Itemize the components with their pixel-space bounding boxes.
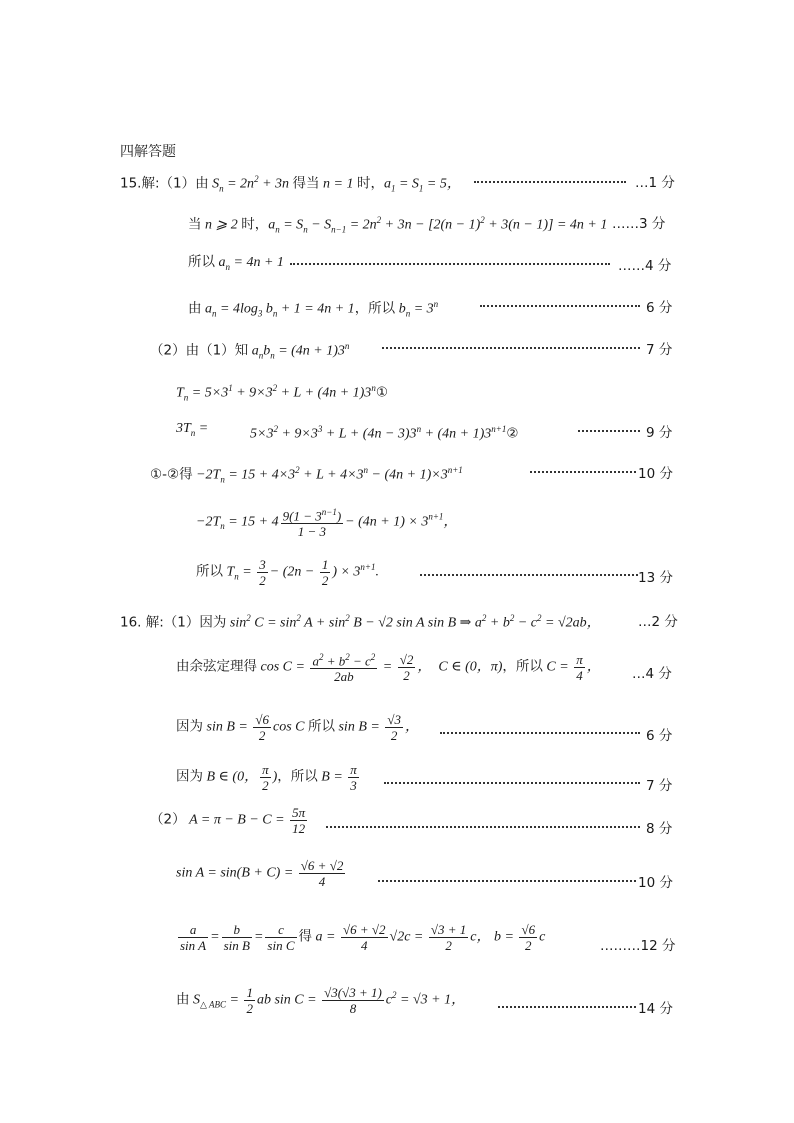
dots-q16-5 <box>326 826 640 828</box>
dots-line-3 <box>290 263 610 265</box>
frac-c-num: c <box>265 922 296 938</box>
dots-line-10 <box>420 574 638 576</box>
score-4: ……4 分 <box>618 258 672 274</box>
q15-line-5: （2）由（1）知 $a_nb_n = (4n + 1)3^n$ <box>150 341 350 361</box>
score-4b: …4 分 <box>632 666 672 682</box>
score-7b: 7 分 <box>646 778 673 794</box>
frac-half-num: 1 <box>246 985 253 1000</box>
q16-line-1: 16. 解:（1）因为 $\sin^2 C = \sin^2 A + \sin^2 B - √2$ sin A sin B ⇒ $a^2 + b^2 - c^2 = √2ab$， <box>120 613 601 631</box>
text-所以4: ，所以 <box>502 658 543 675</box>
score-1: …1 分 <box>635 175 675 191</box>
text-得: 得 <box>298 928 313 945</box>
frac-3-2 <box>257 557 268 588</box>
frac-pi-3-den: 3 <box>350 778 357 793</box>
text-part2b: （2） <box>150 811 186 828</box>
text-所以2: ，所以 <box>354 300 396 317</box>
frac-b-den: sin B <box>223 938 250 953</box>
score-6a: 6 分 <box>646 300 673 316</box>
text-所以: 所以 <box>188 254 215 270</box>
dots-line-7 <box>578 430 640 432</box>
q15-line-6: $T_n = 5\times 3^1 + 9\times 3^2 + L + (4n$ + $1)3^n①$ <box>176 383 388 403</box>
q15-line-1: 15.解:（1）由 $S_n = 2n^2 + 3n$ 得当 n = 1 时，$a_1 = S_1 = 5$， <box>120 174 461 194</box>
frac-b-sinB <box>222 922 252 953</box>
frac-b-val-den: 2 <box>525 938 532 953</box>
frac-half <box>244 985 255 1016</box>
dots-line-5 <box>382 347 640 349</box>
frac-1-2-den: 2 <box>321 573 329 588</box>
dots-q16-3 <box>440 732 640 734</box>
dots-q16-6 <box>378 880 636 882</box>
frac-sqrt6-2 <box>253 712 271 743</box>
score-9: 9 分 <box>646 425 673 441</box>
frac-a-val <box>341 922 388 953</box>
dots-q16-8 <box>498 1006 636 1008</box>
text-circle-diff: ①-②得 <box>150 466 193 483</box>
frac-sqrt3-num: √3 <box>387 712 401 727</box>
frac-c-den: sin C <box>267 938 295 953</box>
text-part2: （2）由（1）知 <box>150 342 249 359</box>
frac-b-val-num: √6 <box>521 922 536 937</box>
text-由2: 由 <box>176 991 190 1008</box>
text-所以3: 所以 <box>196 563 223 580</box>
frac-5pi-12-den: 12 <box>292 821 306 836</box>
frac-sqrt6-num: √6 <box>255 712 269 727</box>
frac-pi-2 <box>260 762 271 793</box>
frac-1-2 <box>320 557 331 588</box>
frac-sqrt2-den: 2 <box>403 667 410 683</box>
dots-q16-4 <box>384 782 640 784</box>
frac-cos-num: $a^2 + b^2 - c^2$ <box>312 652 376 669</box>
q15-line-7: $3T_n$ = <box>176 421 209 438</box>
frac-cos <box>310 650 377 684</box>
frac-a-val2-den: 2 <box>445 938 452 953</box>
text-因为: 因为 <box>176 718 203 735</box>
text-所以6: ，所以 <box>277 768 318 785</box>
dots-line-1 <box>474 181 626 183</box>
frac-sqrt3-den: 2 <box>390 728 398 743</box>
frac-a-den: sin A <box>180 938 207 953</box>
q16-line-6: sin A = sin(B + C) = $\frac{√6 + √2}{4}$ <box>176 858 344 889</box>
score-13: 13 分 <box>638 570 673 586</box>
q15-line-3: 所以 $a_n = 4n + 1$ <box>188 254 284 272</box>
frac-sinA-num: √6 + √2 <box>300 858 344 873</box>
frac-a-val2-num: √3 + 1 <box>430 922 467 937</box>
frac-geo-den: 1 − 3 <box>297 524 327 540</box>
q16-line-4: 因为 B ∈ (0， $\frac{\pi}{2}$ )，所以 B = $\frac{\pi}{3}$ <box>176 762 357 793</box>
text-得当: 得当 <box>292 175 320 192</box>
frac-1-2-num: 1 <box>321 557 329 572</box>
text-因为2: 因为 <box>176 768 203 785</box>
frac-5pi-12 <box>290 805 307 836</box>
circle-2: ② <box>506 425 519 442</box>
frac-sqrt3-2 <box>385 712 403 743</box>
frac-a-val-num: √6 + √2 <box>342 922 386 937</box>
frac-sinA <box>299 858 346 889</box>
frac-b-val <box>519 922 537 953</box>
score-8: 8 分 <box>646 821 673 837</box>
frac-b-num: b <box>222 922 252 938</box>
frac-pi-4-den: 4 <box>576 667 583 683</box>
circle-1: ① <box>375 384 388 401</box>
q15-line-2: 当 n ⩾ 2 时，$a_n = S_n - S_{n-1} = 2n^2 + 3n - [2(n - 1)^2 + 3(n - 1)] = 4n + 1$ <box>188 215 608 235</box>
frac-pi-2-den: 2 <box>262 778 269 793</box>
q16-line-7: $\frac{a}{\text{sin A}}$ = $\frac{b}{\text{sin B}}$ = $\frac{c}{\text{sin C}}$ 得 a = $\frac{√6 + √2}{4}$ √2c = $\frac{√3 + 1}{2}$ c， b = $\frac{√6}{2}$ c <box>180 922 546 953</box>
score-6b: 6 分 <box>646 728 673 744</box>
frac-a-val2 <box>429 922 468 953</box>
frac-pi-3-num: π <box>350 762 357 777</box>
frac-sqrt2-2 <box>398 652 416 683</box>
q16-line-3: 因为 sin B = $\frac{√6}{2}$ cos C 所以 sin B = $\frac{√3}{2}$ ， <box>176 712 419 743</box>
q16-label: 16. 解:（1）因为 <box>120 614 227 631</box>
frac-area-num: √3(√3 + 1) <box>324 985 382 1000</box>
q16-line-2: 由余弦定理得 cos C = $\frac{a^2 + b^2 - c^2}{2ab}$ = $\frac{√2}{2}$ ， C ∈ (0，π)，所以 C = $\frac{\pi}{4}$ ， <box>176 651 601 685</box>
score-7a: 7 分 <box>646 342 673 358</box>
score-10a: 10 分 <box>638 466 673 482</box>
score-10b: 10 分 <box>638 875 673 891</box>
frac-pi-3 <box>348 762 359 793</box>
frac-area-den: 8 <box>349 1001 357 1016</box>
frac-half-den: 2 <box>246 1001 253 1016</box>
frac-sqrt6-den: 2 <box>258 728 266 743</box>
frac-pi-2-num: π <box>262 762 269 777</box>
frac-a-sinA <box>178 922 208 953</box>
frac-a-val-den: 4 <box>360 938 368 953</box>
score-2: …2 分 <box>638 614 678 630</box>
frac-pi-4 <box>574 652 585 683</box>
frac-sqrt2-num: √2 <box>399 651 414 667</box>
dots-line-4 <box>480 305 640 307</box>
score-3: ……3 分 <box>612 216 666 232</box>
q16-line-5: （2） A = π − B − C = $\frac{5\pi}{12}$ <box>150 805 306 836</box>
frac-c-sinC <box>265 922 296 953</box>
text-时2: 时， <box>241 216 269 233</box>
frac-a-num: a <box>178 922 208 938</box>
text-时: 时， <box>356 175 384 192</box>
q16-line-8: 由 $S_{\triangle ABC}$ = $\frac{1}{2}$ ab sin C = $\frac{√3(√3 + 1)}{8}$ $c^2 = √3 + 1$， <box>176 985 466 1016</box>
text-由: 由 <box>188 300 202 317</box>
q15-line-9: $-2T_n = 15 + 4$ $\frac{9(1 - 3^{n-1})}{1 - 3}$ − $(4n + 1) \times 3^{n+1}$， <box>196 507 458 540</box>
text-所以5: 所以 <box>307 718 335 735</box>
frac-3-2-num: 3 <box>259 557 266 572</box>
q15-label: 15.解:（1）由 <box>120 175 209 192</box>
text-当: 当 <box>188 216 202 233</box>
frac-3-2-den: 2 <box>259 573 266 588</box>
frac-sinA-den: 4 <box>318 874 326 889</box>
frac-cos-den: 2ab <box>334 669 354 685</box>
section-title: 四解答题 <box>120 144 176 160</box>
score-14: 14 分 <box>638 1001 673 1017</box>
text-cos-law: 由余弦定理得 <box>176 658 257 675</box>
q15-line-8: ①-②得 $-2T_n = 15 + 4\times 3^2 + L + 4\times 3^n - (4n + 1)\times 3^{n+1}$ <box>150 465 463 485</box>
frac-area <box>322 985 384 1016</box>
frac-geo <box>281 505 344 539</box>
frac-5pi-12-num: 5π <box>292 805 306 820</box>
frac-pi-4-num: π <box>576 651 583 667</box>
q15-line-7b: $5\times 3^2 + 9\times 3^3 + L + (4n - 3)3^n + (4n$ + $1)3^{n+1}②$ <box>250 424 519 442</box>
dots-line-8 <box>530 471 636 473</box>
q15-line-4: 由 $a_n = 4\log_3$ $b_n + 1 = 4n + 1$，所以 $b_n = 3^n$ <box>188 299 439 319</box>
score-12: ………12 分 <box>600 938 676 954</box>
q15-line-10: 所以 $T_n$ = $\frac{3}{2}$ − (2n − $\frac{1}{2}$ ) × $3^{n+1}$. <box>196 557 379 588</box>
frac-geo-num: $9(1 - 3^{n-1})$ <box>282 507 342 524</box>
